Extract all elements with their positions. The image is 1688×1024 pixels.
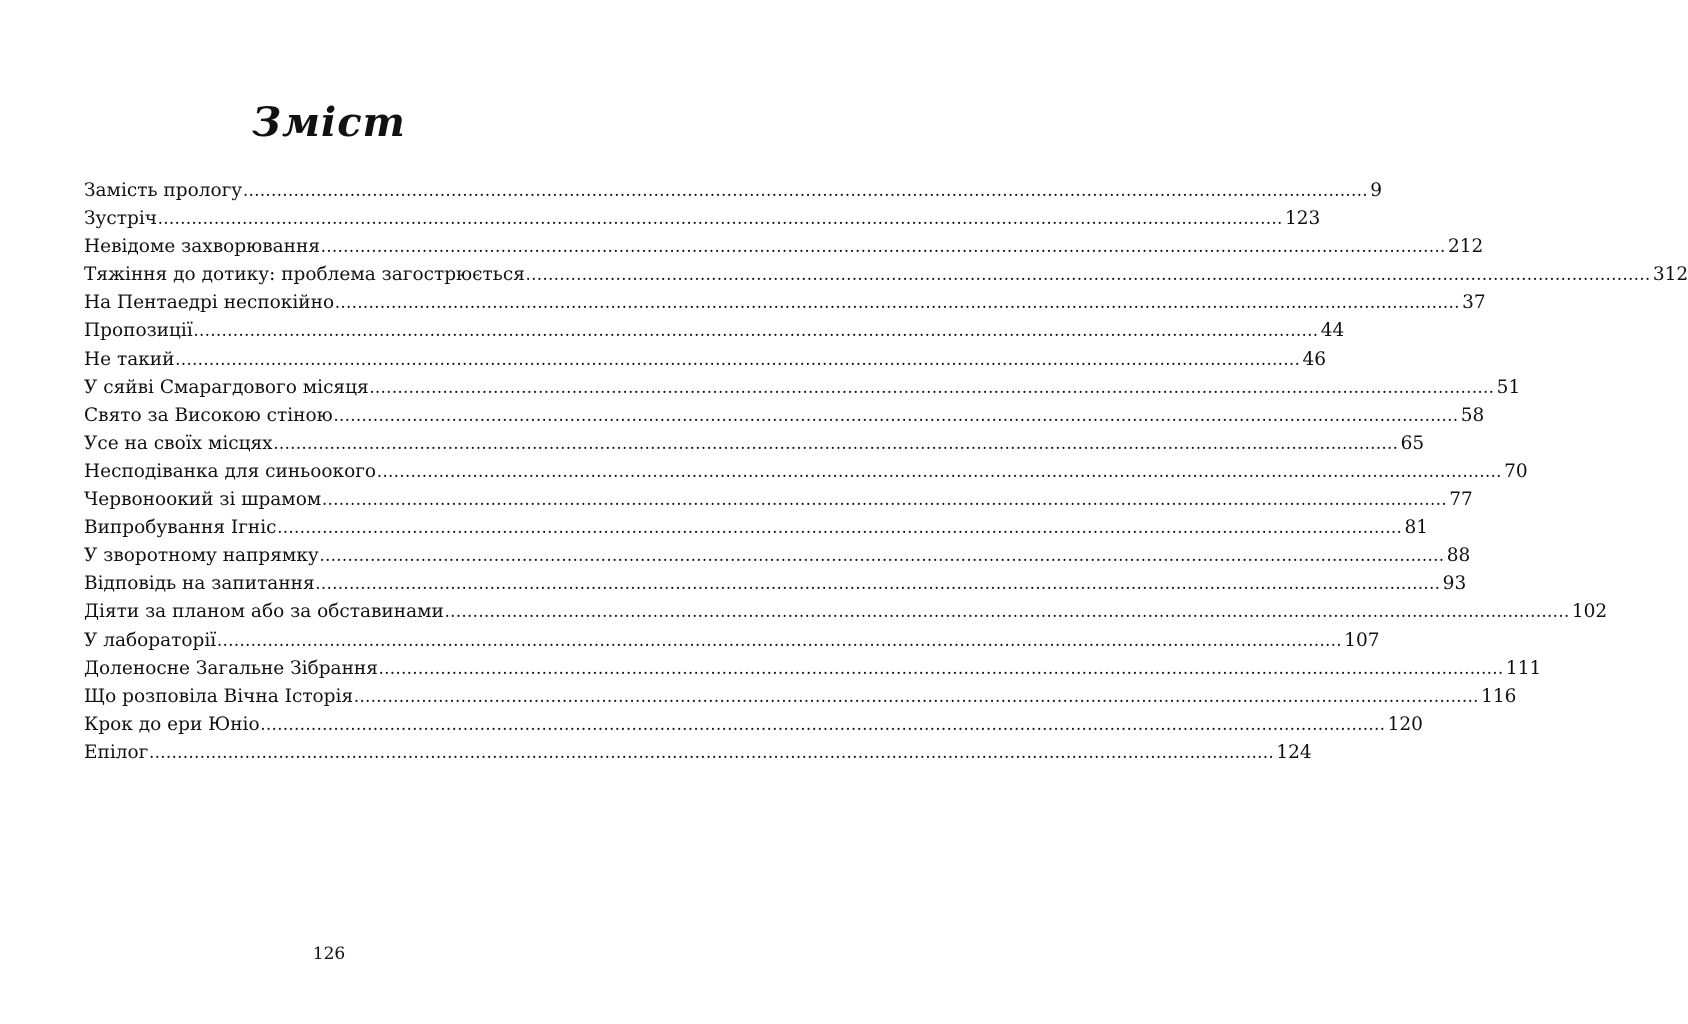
toc-entry [84, 261, 1688, 289]
toc-entry [84, 514, 1429, 542]
toc-entry-page: 70 [1504, 460, 1528, 482]
toc-entry [84, 598, 1608, 626]
toc-entry-page: 46 [1302, 348, 1326, 370]
toc-entry-page: 116 [1481, 685, 1517, 707]
toc-entry-page: 81 [1404, 517, 1429, 539]
toc-entry-page: 37 [1462, 292, 1486, 314]
toc-entry-title: У сяйві Смарагдового місяця [84, 376, 369, 398]
toc-entry-title: Усе на своїх місцях [84, 432, 273, 454]
dot-leader: ........................................................................................................................................................................................................ [333, 405, 1459, 426]
toc-entry-title: Не такий [84, 348, 175, 370]
table-of-contents [84, 177, 1688, 767]
dot-leader: ........................................................................................................................................................................................................ [319, 546, 1445, 567]
toc-entry-title: Пропозиції [84, 320, 193, 342]
toc-entry-page: 111 [1505, 657, 1542, 679]
toc-entry [84, 205, 1321, 233]
dot-leader: ........................................................................................................................................................................................................ [175, 349, 1301, 370]
dot-leader: ........................................................................................................................................................................................................ [158, 209, 1283, 230]
dot-leader: ........................................................................................................................................................................................................ [335, 293, 1461, 314]
toc-entry [84, 430, 1425, 458]
dot-leader: ........................................................................................................................................................................................................ [322, 490, 1448, 511]
dot-leader: ........................................................................................................................................................................................................ [354, 686, 1480, 707]
toc-entry [84, 317, 1345, 345]
dot-leader: ........................................................................................................................................................................................................ [369, 377, 1495, 398]
dot-leader: ........................................................................................................................................................................................................ [321, 237, 1446, 258]
page-title: Зміст [252, 99, 406, 146]
toc-entry-page: 123 [1285, 208, 1321, 230]
dot-leader: ........................................................................................................................................................................................................ [315, 574, 1441, 595]
toc-entry [84, 486, 1473, 514]
toc-entry-title: У зворотному напрямку [84, 545, 319, 567]
toc-entry-title: Доленосне Загальне Зібрання [84, 657, 378, 679]
toc-entry-page: 88 [1446, 545, 1471, 567]
toc-entry [84, 177, 1382, 205]
toc-entry-title: Червоноокий зі шрамом [84, 489, 322, 511]
toc-entry [84, 289, 1486, 317]
toc-entry [84, 458, 1528, 486]
toc-entry-page: 102 [1571, 601, 1608, 623]
toc-entry-page: 312 [1652, 264, 1688, 286]
toc-entry-title: Відповідь на запитання [84, 573, 315, 595]
toc-entry-page: 58 [1460, 404, 1485, 426]
toc-entry [84, 655, 1542, 683]
dot-leader: ........................................................................................................................................................................................................ [193, 321, 1319, 342]
page-number: 126 [312, 944, 346, 964]
dot-leader: ........................................................................................................................................................................................................ [378, 658, 1504, 679]
toc-entry-title: Невідоме захворювання [84, 236, 320, 258]
dot-leader: ........................................................................................................................................................................................................ [217, 630, 1343, 651]
toc-entry [84, 542, 1471, 570]
toc-entry-page: 44 [1320, 320, 1345, 342]
toc-entry-title: Діяти за планом або за обставинами [84, 601, 444, 623]
toc-entry [84, 346, 1326, 374]
toc-entry-page: 65 [1400, 432, 1425, 454]
toc-entry [84, 374, 1521, 402]
toc-entry [84, 627, 1380, 655]
toc-entry-page: 9 [1370, 180, 1382, 201]
dot-leader: ........................................................................................................................................................................................................ [149, 742, 1275, 763]
toc-entry-title: Випробування Ігніс [84, 517, 277, 539]
toc-entry-title: Що розповіла Вічна Історія [84, 685, 354, 707]
toc-entry-title: Епілог [84, 741, 149, 763]
toc-entry-title: Зустріч [84, 208, 157, 230]
toc-entry-page: 107 [1344, 629, 1380, 651]
dot-leader: ........................................................................................................................................................................................................ [525, 265, 1651, 286]
toc-entry-title: Несподіванка для синьоокого [84, 460, 377, 482]
dot-leader: ........................................................................................................................................................................................................ [243, 181, 1369, 201]
toc-entry-title: Замість прологу [84, 180, 243, 201]
toc-entry [84, 402, 1485, 430]
toc-entry [84, 683, 1517, 711]
toc-entry-page: 212 [1448, 236, 1484, 258]
toc-entry-title: Крок до ери Юніо [84, 713, 260, 735]
toc-entry-page: 51 [1496, 376, 1521, 398]
toc-entry-title: На Пентаедрі неспокійно [84, 292, 335, 314]
toc-entry-page: 124 [1276, 741, 1312, 763]
dot-leader: ........................................................................................................................................................................................................ [444, 602, 1570, 623]
toc-entry-title: У лабораторії [84, 629, 217, 651]
toc-entry-page: 93 [1442, 573, 1467, 595]
toc-entry [84, 711, 1423, 739]
toc-entry-page: 120 [1387, 713, 1423, 735]
toc-entry-page: 77 [1449, 489, 1473, 511]
dot-leader: ........................................................................................................................................................................................................ [377, 461, 1503, 482]
toc-entry-title: Тяжіння до дотику: проблема загострюється [84, 264, 525, 286]
dot-leader: ........................................................................................................................................................................................................ [273, 433, 1399, 454]
dot-leader: ........................................................................................................................................................................................................ [260, 714, 1386, 735]
toc-entry [84, 739, 1312, 767]
toc-entry-title: Свято за Високою стіною [84, 404, 333, 426]
dot-leader: ........................................................................................................................................................................................................ [277, 518, 1403, 539]
toc-entry [84, 233, 1484, 261]
toc-entry [84, 570, 1467, 598]
